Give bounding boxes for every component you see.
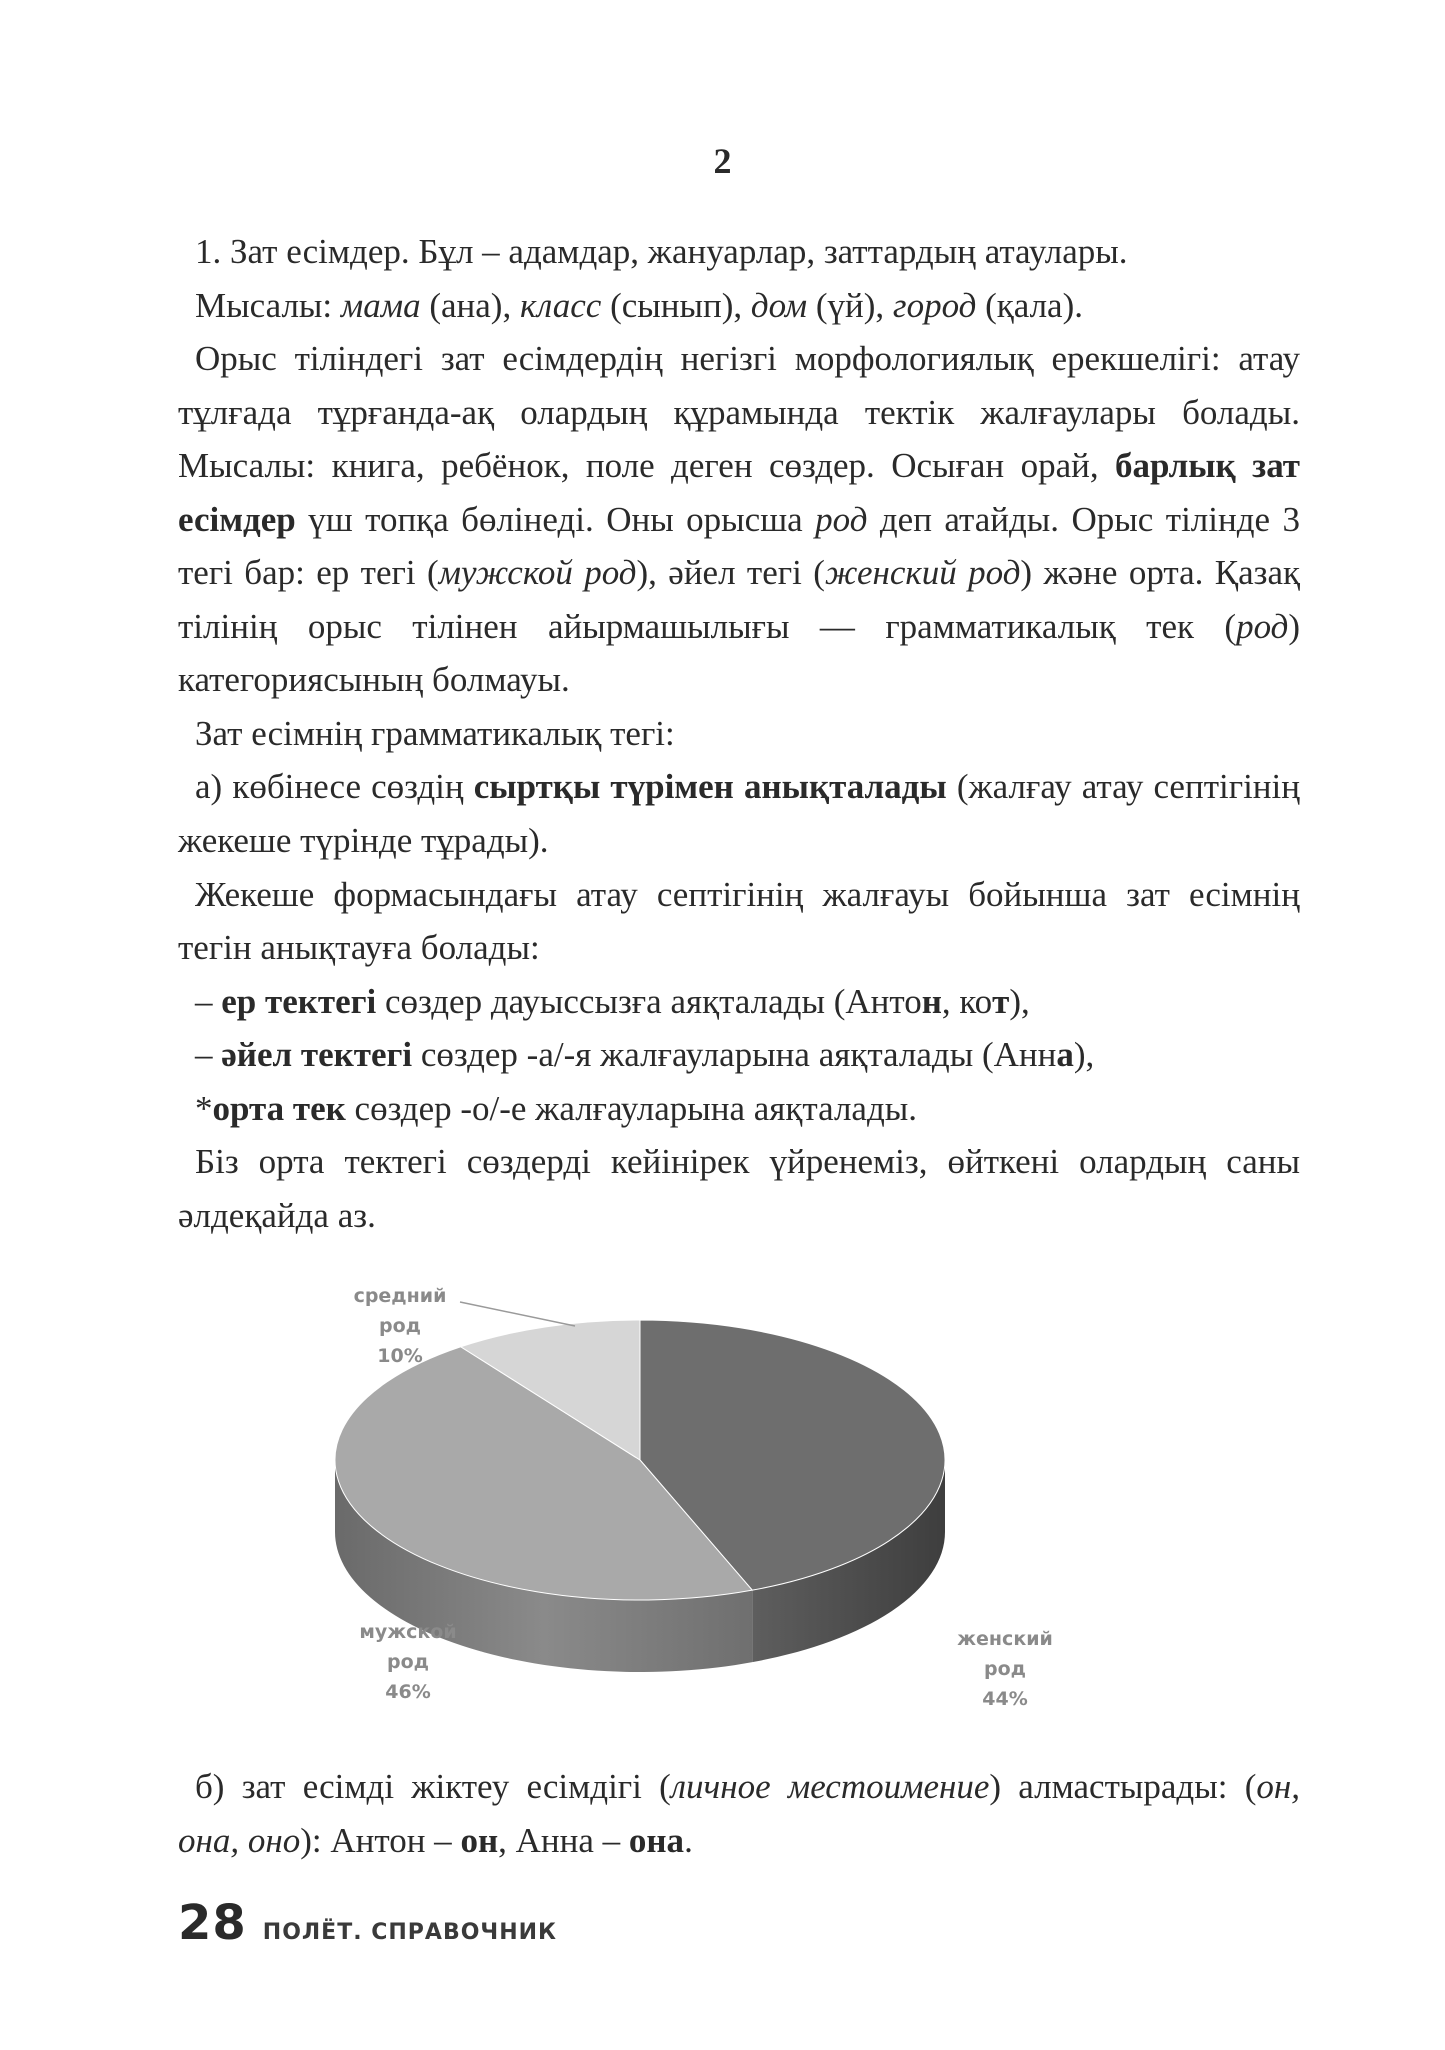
leader-line-neuter xyxy=(460,1302,575,1326)
gender-pie-chart xyxy=(300,1270,1150,1730)
list-item-feminine: – әйел тектегі сөздер -а/-я жалғауларына аяқталады (Анна), xyxy=(195,1035,1095,1075)
list-item-neuter: *орта тек сөздер -о/-е жалғауларына аяқталады. xyxy=(195,1088,918,1128)
main-text xyxy=(178,225,1300,1242)
pie-chart-svg xyxy=(300,1270,1150,1730)
label-neuter-3: 10% xyxy=(377,1345,423,1367)
example-word: город xyxy=(892,285,977,325)
label-masculine-1: мужской xyxy=(359,1621,457,1643)
paragraph-4: а) көбінесе сөздің сыртқы түрімен анықталады (жалғау атау септігінің жекеше түрінде тұрады). xyxy=(178,767,1300,861)
example-word: мама xyxy=(340,285,421,325)
footer-book-title: ПОЛЁТ. СПРАВОЧНИК xyxy=(262,1920,557,1945)
bottom-text xyxy=(178,1760,1300,1867)
paragraph-b: б) зат есімді жіктеу есімдігі (личное местоимение) алмастырады: (он, она, оно): Антон – он, Анна – она. xyxy=(178,1767,1300,1860)
label-neuter-1: средний xyxy=(353,1285,447,1307)
example-word: дом xyxy=(750,285,808,325)
label-feminine-2: род xyxy=(984,1658,1026,1680)
list-item-masculine: – ер тектегі сөздер дауыссызға аяқталады (Антон, кот), xyxy=(195,981,1030,1021)
paragraph-1b: Мысалы: мама (ана), класс (сынып), дом (үй), город (қала). xyxy=(195,285,1083,325)
paragraph-5: Жекеше формасындағы атау септігінің жалғауы бойынша зат есімнің тегін анықтауға болады: xyxy=(178,874,1300,968)
label-feminine-1: женский xyxy=(957,1628,1053,1650)
example-word: класс xyxy=(519,285,602,325)
page-heading: 2 xyxy=(713,141,732,181)
paragraph-1a: 1. Зат есімдер. Бұл – адамдар, жануарлар, заттардың атаулары. xyxy=(195,232,1128,271)
label-feminine-3: 44% xyxy=(982,1688,1028,1710)
label-masculine-2: род xyxy=(387,1651,429,1673)
paragraph-3: Зат есімнің грамматикалық тегі: xyxy=(195,713,675,753)
label-masculine-3: 46% xyxy=(385,1681,431,1703)
label-neuter-2: род xyxy=(379,1315,421,1337)
footer-page-number: 28 xyxy=(178,1895,247,1951)
page-footer xyxy=(178,1895,557,1951)
paragraph-6: Біз орта тектегі сөздерді кейінірек үйренеміз, өйткені олардың саны әлдеқайда аз. xyxy=(178,1142,1300,1235)
paragraph-2: Орыс тіліндегі зат есімдердің негізгі морфологиялық ерекшелігі: атау тұлғада тұрғанда-ақ олардың құрамында тектік жалғаулары болады. Мысалы: книга, ребёнок, поле деген сөздер. Осыған орай, барлық зат есімдер үш топқа бөлінеді. Оны орысша род деп атайды. Орыс тілінде 3 тегі бар: ер тегі (мужской род), әйел тегі (женский род) және орта. Қазақ тілінің орыс тілінен айырмашылығы — грамматикалық тек (род) категориясының болмауы. xyxy=(178,339,1301,700)
